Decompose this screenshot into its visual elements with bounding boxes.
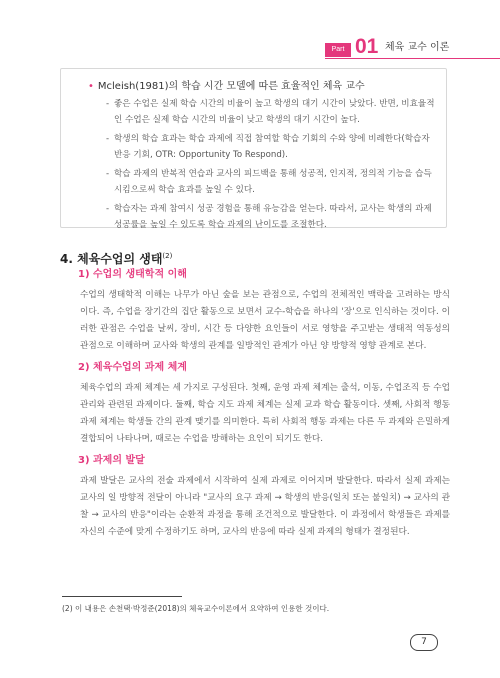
- header-rule: [325, 58, 500, 59]
- footnote-rule: [62, 596, 182, 597]
- running-header: [325, 35, 500, 59]
- summary-box-title: [88, 80, 365, 94]
- bullet-icon: •: [88, 81, 94, 92]
- subsection-title-3: 3) 과제의 발달: [78, 455, 145, 466]
- list-item: [106, 96, 436, 128]
- part-title: 체육 교수 이론: [385, 42, 450, 53]
- subsection-title-2: 2) 체육수업의 과제 체계: [78, 362, 187, 373]
- paragraph-1: 수업의 생태학적 이해는 나무가 아닌 숲을 보는 관점으로, 수업의 전체적인 맥락을 고려하는 방식이다. 즉, 수업을 장기간의 집단 활동으로 보면서 교수-학습을 하나의 '장'으로 인식하는 것이다. 이러한 관점은 수업을 날씨, 장비, 시간 등 다양한 요인들이 서로 영향을 주고받는 생태적 역동성의 관점으로 이해하며 교사와 학생의 관계를 일방적인 관계가 아닌 양 방향적 영향 관계로 본다.: [80, 290, 450, 351]
- footnote-text: 이 내용은 손천택·박정준(2018)의 체육교수이론에서 요약하여 인용한 것이다.: [75, 604, 330, 613]
- footnote-mark: (2): [62, 604, 73, 613]
- paragraph-3: 과제 발달은 교사의 전술 과제에서 시작하여 실제 과제로 이어지며 발달한다. 따라서 실제 과제는 교사의 일 방향적 전달이 아니라 "교사의 요구 과제 → 학생의 반응(일치 또는 불일치) → 교사의 관찰 → 교사의 반응"이라는 순환적 과정을 통해 조건적으로 발달한다. 이 과정에서 학생들은 과제를 자신의 수준에 맞게 수정하기도 하며, 교사의 반응에 따라 실제 과제의 형태가 결정된다.: [80, 476, 450, 537]
- dash-icon: -: [106, 204, 110, 214]
- footnote: [62, 603, 329, 615]
- list-item: [106, 131, 436, 163]
- list-item: [106, 201, 436, 233]
- dash-icon: -: [106, 134, 110, 144]
- footnote-ref: (2): [162, 252, 173, 260]
- dash-icon: -: [106, 169, 110, 179]
- summary-box-items: [106, 96, 436, 236]
- page-number: 7: [410, 634, 438, 651]
- list-item-text: 학습 과제의 반복적 연습과 교사의 피드백을 통해 성공적, 인지적, 정의적 기능을 습득시킴으로써 학습 효과를 높일 수 있다.: [114, 169, 432, 195]
- section-title: [60, 248, 172, 267]
- list-item-text: 학생의 학습 효과는 학습 과제에 직접 참여할 학습 기회의 수와 양에 비례한다(학습자 반응 기회, OTR: Opportunity To Respond).: [114, 134, 430, 160]
- list-item-text: 학습자는 과제 참여시 성공 경험을 통해 유능감을 얻는다. 따라서, 교사는 학생의 과제 성공률을 높일 수 있도록 학습 과제의 난이도를 조절한다.: [114, 204, 432, 230]
- list-item-text: 좋은 수업은 실제 학습 시간의 비율이 높고 학생의 대기 시간이 낮았다. 반면, 비효율적인 수업은 실제 학습 시간의 비율이 낮고 학생의 대기 시간이 높다.: [114, 99, 435, 125]
- section-title-text: 4. 체육수업의 생태: [60, 252, 163, 266]
- list-item: [106, 166, 436, 198]
- summary-box-title-text: Mcleish(1981)의 학습 시간 모델에 따른 효율적인 체육 교수: [97, 81, 365, 92]
- paragraph-2: 체육수업의 과제 체계는 세 가지로 구성된다. 첫째, 운영 과제 체계는 출석, 이동, 수업조직 등 수업 관리와 관련된 과제이다. 둘째, 학습 지도 과제 체계는 실제 교과 학습 활동이다. 셋째, 사회적 행동 과제 체계는 학생들 간의 관계 맺기를 의미한다. 특히 사회적 행동 과제는 다른 두 과제와 은밀하게 결합되어 나타나며, 때로는 수업을 방해하는 요인이 되기도 한다.: [80, 383, 450, 444]
- subsection-title-1: 1) 수업의 생태학적 이해: [78, 269, 187, 280]
- part-number: 01: [355, 35, 379, 58]
- part-label: Part: [325, 43, 351, 57]
- dash-icon: -: [106, 99, 110, 109]
